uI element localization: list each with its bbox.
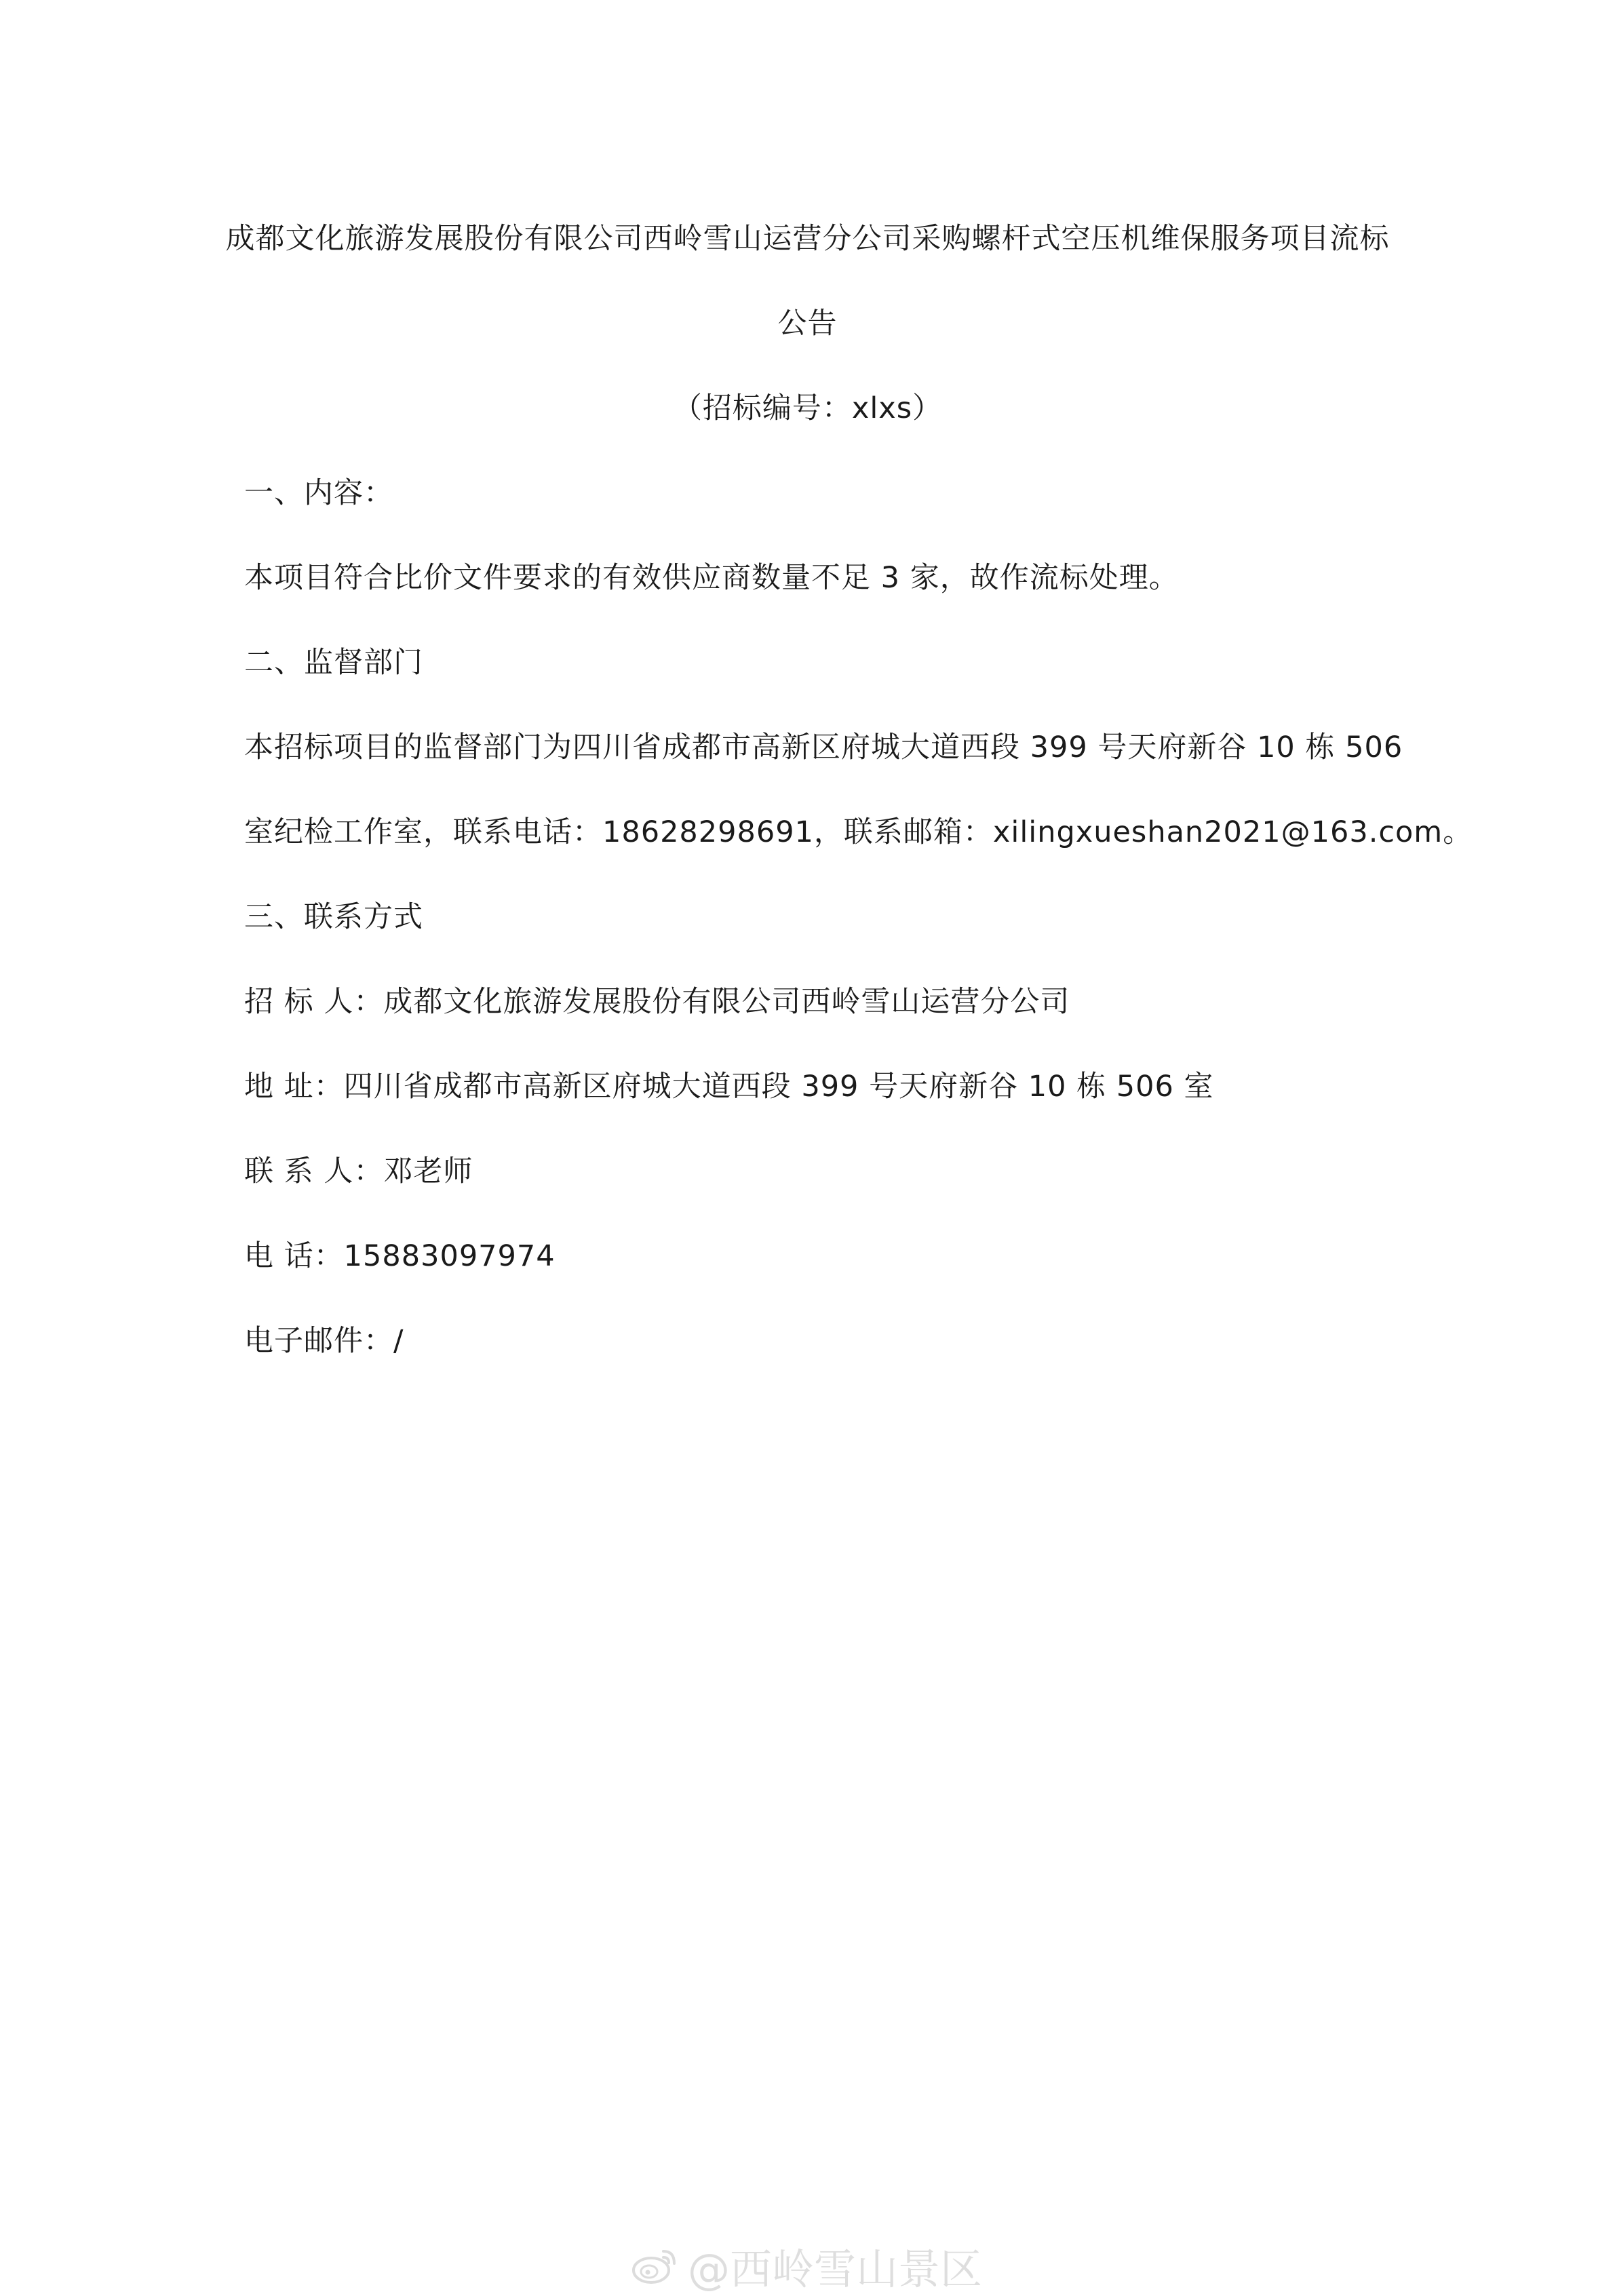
document-title-line1: 成都文化旅游发展股份有限公司西岭雪山运营分公司采购螺杆式空压机维保服务项目流标 — [225, 222, 1390, 256]
contact-person: 联 系 人：邓老师 — [244, 1154, 473, 1188]
section3-heading: 三、联系方式 — [244, 900, 423, 934]
section2-heading: 二、监督部门 — [244, 646, 423, 680]
contact-address: 地 址：四川省成都市高新区府城大道西段 399 号天府新谷 10 栋 506 室 — [244, 1070, 1214, 1104]
weibo-icon — [631, 2246, 678, 2285]
document-title-line2: 公告 — [777, 307, 838, 340]
section2-text-line2: 室纪检工作室，联系电话：18628298691，联系邮箱：xilingxueshan2021@163.com。 — [244, 815, 1473, 849]
weibo-watermark — [631, 2238, 982, 2293]
watermark-text: @西岭雪山景区 — [688, 2244, 983, 2294]
bid-number: （招标编号：xlxs） — [672, 391, 943, 425]
contact-email: 电子邮件：/ — [244, 1324, 404, 1358]
section1-heading: 一、内容： — [244, 476, 393, 510]
section1-text: 本项目符合比价文件要求的有效供应商数量不足 3 家，故作流标处理。 — [244, 561, 1179, 595]
contact-phone: 电 话：15883097974 — [244, 1239, 556, 1273]
section2-text-line1: 本招标项目的监督部门为四川省成都市高新区府城大道西段 399 号天府新谷 10 栋 506 — [244, 731, 1403, 764]
contact-tenderer: 招 标 人：成都文化旅游发展股份有限公司西岭雪山运营分公司 — [244, 985, 1070, 1019]
